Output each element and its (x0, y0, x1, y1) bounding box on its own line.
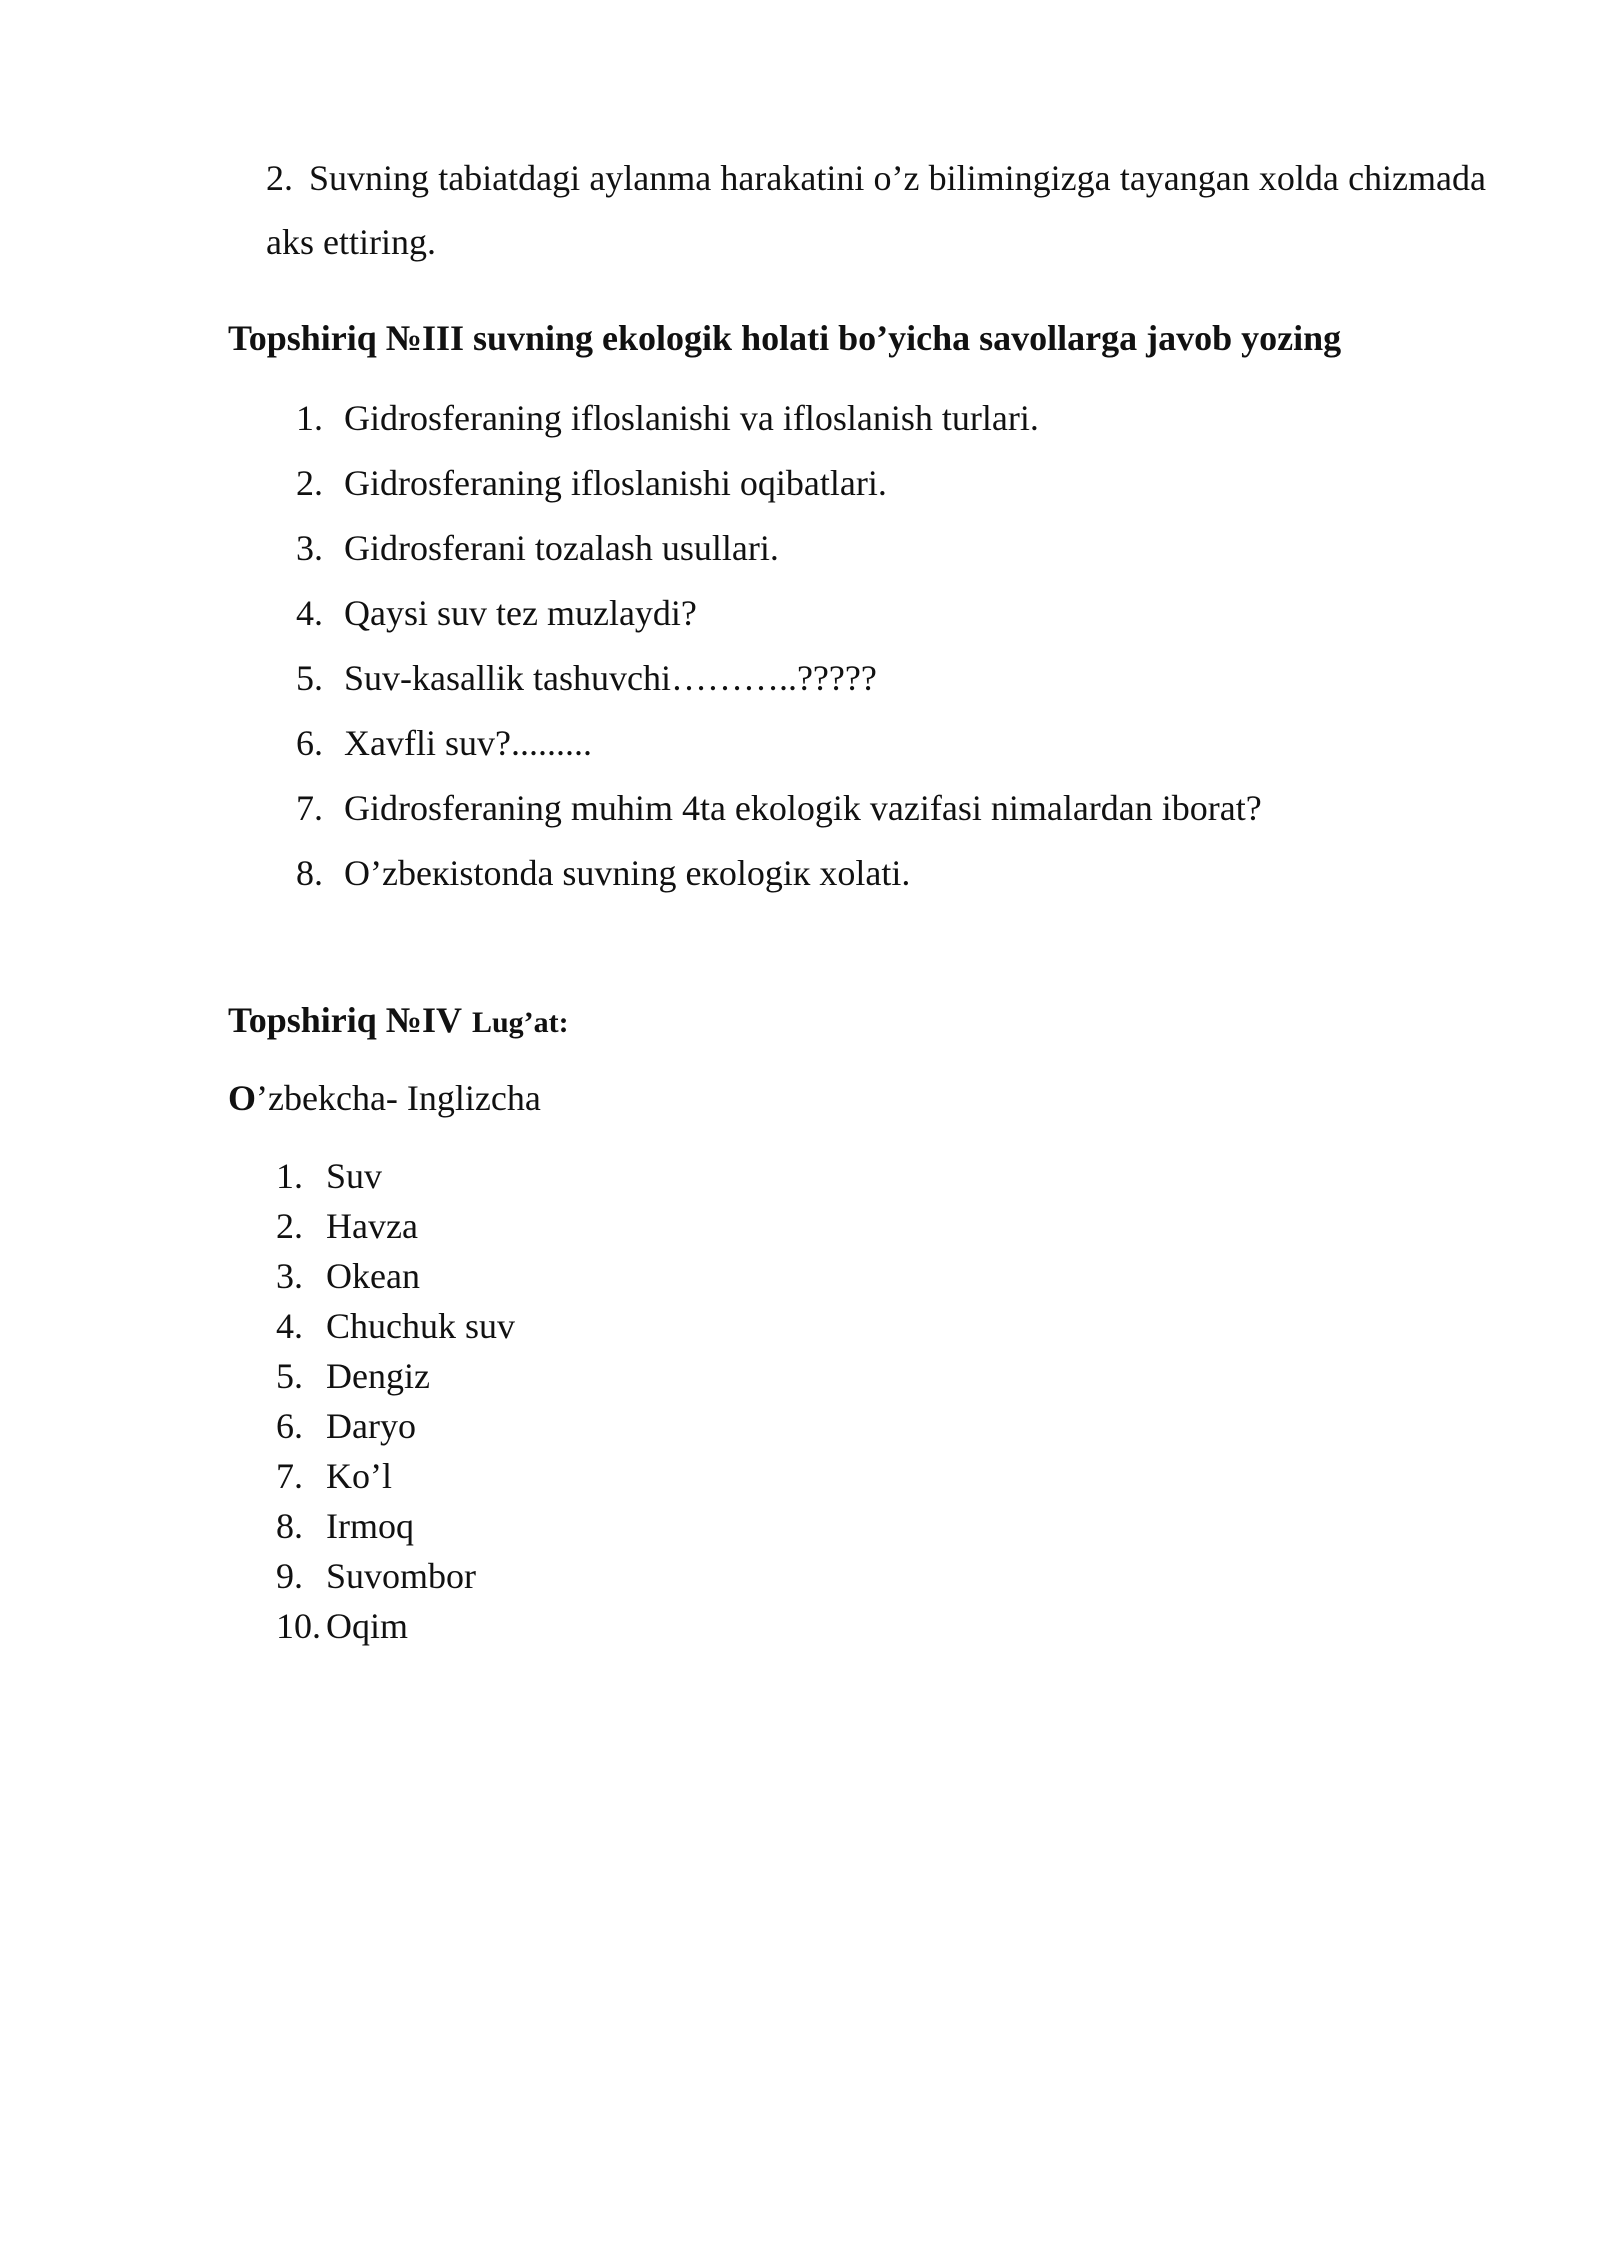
list-item-number: 5. (296, 658, 323, 698)
language-pair-first-letter: O (228, 1078, 257, 1118)
list-item (276, 1604, 515, 1654)
list-item (276, 1504, 515, 1554)
list-item-text: Suv (326, 1156, 383, 1196)
list-item-number: 7. (276, 1456, 303, 1496)
list-item-number: 3. (276, 1256, 303, 1296)
list-item-number: 10. (276, 1606, 321, 1646)
list-item-text: Havza (326, 1206, 418, 1246)
list-item-text: Oqim (326, 1606, 409, 1646)
list-item-text: Gidrosferani tozalash usullari. (344, 528, 779, 568)
list-item-number: 4. (296, 593, 323, 633)
list-item-text: Gidrosferaning muhim 4ta ekologik vazifasi nimalardan iborat? (344, 788, 1262, 828)
language-pair-rest: ’zbekcha- Inglizcha (256, 1078, 541, 1118)
list-item (296, 591, 1262, 656)
list-item-number: 8. (276, 1506, 303, 1546)
list-item-text: Chuchuk suv (326, 1306, 515, 1346)
section-4-title: Topshiriq №IV (228, 1000, 462, 1040)
list-item (296, 721, 1262, 786)
list-item (276, 1354, 515, 1404)
section-3-question-list (296, 396, 1262, 916)
list-item (276, 1454, 515, 1504)
section-4-subtitle: Lug’at: (471, 1006, 569, 1039)
list-item (296, 851, 1262, 916)
list-item (296, 461, 1262, 526)
list-item-text: Xavfli suv?......... (344, 723, 592, 763)
list-item (296, 786, 1262, 851)
list-item (296, 526, 1262, 591)
list-item (276, 1404, 515, 1454)
list-item-number: 3. (296, 528, 323, 568)
list-item-text: Okean (326, 1256, 420, 1296)
list-item (296, 656, 1262, 721)
list-item-text: Suv-kasallik tashuvchi………..????? (344, 658, 877, 698)
list-item (296, 396, 1262, 461)
list-item (276, 1204, 515, 1254)
list-item-number: 5. (276, 1356, 303, 1396)
list-item-number: 8. (296, 853, 323, 893)
list-item-number: 7. (296, 788, 323, 828)
list-item-number: 2. (276, 1206, 303, 1246)
list-item-number: 6. (296, 723, 323, 763)
task-2-text: Suvning tabiatdagi aylanma harakatini o’z bilimingizga tayangan xolda chizmada aks ettiring. (266, 158, 1486, 262)
list-item-number: 4. (276, 1306, 303, 1346)
list-item (276, 1554, 515, 1604)
list-item-text: Gidrosferaning ifloslanishi va ifloslanish turlari. (344, 398, 1039, 438)
list-item-text: Gidrosferaning ifloslanishi oqibatlari. (344, 463, 887, 503)
section-3-heading: Topshiriq №III suvning ekologik holati bo’yicha savollarga javob yozing (228, 318, 1342, 358)
list-item-number: 9. (276, 1556, 303, 1596)
list-item-text: Dengiz (326, 1356, 430, 1396)
list-item-text: Ko’l (326, 1456, 392, 1496)
task-2-number: 2. (266, 158, 293, 198)
list-item (276, 1254, 515, 1304)
list-item-number: 1. (296, 398, 323, 438)
list-item-number: 2. (296, 463, 323, 503)
list-item-number: 1. (276, 1156, 303, 1196)
list-item-text: Daryo (326, 1406, 416, 1446)
vocabulary-list (276, 1154, 515, 1654)
list-item-text: Irmoq (326, 1506, 414, 1546)
list-item (276, 1154, 515, 1204)
list-item-text: O’zbeкistonda suvning eкologiк xolati. (344, 853, 911, 893)
list-item-number: 6. (276, 1406, 303, 1446)
list-item (276, 1304, 515, 1354)
task-2-paragraph (266, 146, 1486, 274)
section-4-heading (228, 998, 569, 1045)
list-item-text: Suvombor (326, 1556, 477, 1596)
list-item-text: Qaysi suv tez muzlaydi? (344, 593, 697, 633)
language-pair-label (228, 1076, 541, 1120)
